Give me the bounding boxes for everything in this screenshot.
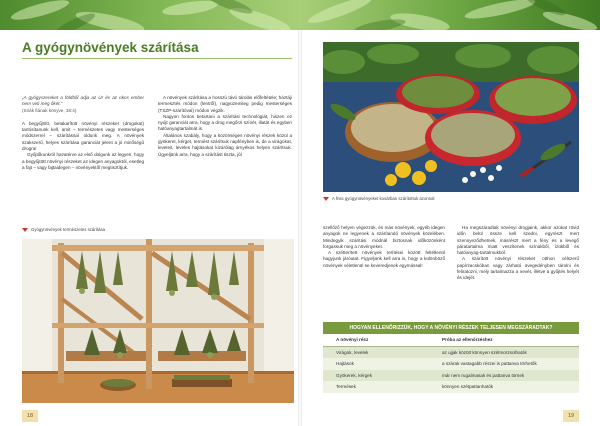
table-column-header: A növényi rész [336, 337, 369, 343]
paragraph: Nagyon fontos betartani a szárítási technológiát, hiszen ez nyújt garanciát arra, hogy a drog megőrzi színét, illatát és egyben hatóanyagtartalmát is. [158, 113, 292, 132]
paragraph: A szétterített növények terítései között feltétlenül hagyjunk járóutat. Figyeljünk kell arra is, hogy a különböző növények véletlenül se keveredjenek egymással! [323, 250, 445, 268]
table-row [323, 358, 579, 370]
paragraph: A növények szárítása a hosszú távú tárolás előfeltétele; háztáji termesztés módon (lentről), nagyüzemileg pedig mesterséges (TSZP-szárítóval) módon végzik. [158, 95, 292, 113]
page-title: A gyógynövények szárítása [22, 40, 199, 55]
right-column-1 [323, 225, 445, 269]
table-cell: Gyökerek, kérgek [336, 372, 372, 378]
caption-text: Gyógynövények természetes szárítása [31, 227, 106, 232]
leaf-banner [0, 0, 600, 30]
page-number-right: 19 [563, 410, 579, 422]
table-row [323, 370, 579, 382]
page-gutter [298, 30, 302, 426]
table-cell: az ujjak között könnyen szétmorzsolhatók [442, 349, 527, 355]
left-photo-caption [22, 227, 105, 232]
herb-baskets-photo [323, 42, 579, 192]
table-column-header: Próba az ellenőrzéshez [442, 337, 493, 343]
right-photo-caption [323, 196, 434, 201]
table-cell: Hajtások [336, 361, 354, 367]
table-heading: HOGYAN ELLENŐRIZZÜK, HOGY A NÖVÉNYI RÉSZEK TELJESEN MEGSZÁRADTAK? [323, 322, 579, 334]
title-divider [22, 58, 292, 59]
table-row [323, 347, 579, 359]
page-number-left: 18 [22, 410, 38, 422]
caption-marker-icon [323, 197, 329, 201]
drying-check-table [323, 322, 579, 393]
paragraph: A begyűjtött, betakarított növényi részeket (drogokat) tartósítanunk kell, amit ‒ természetes vagy mesterséges módszerrel ‒ szárítással oldunk meg. A növények szakszerű, helyes szárítása garanciát jelent a jó minőségű drogra! [22, 120, 144, 152]
table-cell: a szárak vastagabb részei is pattanva törhetők [442, 361, 537, 367]
table-cell: már nem rugalmasak és pattanva törnek [442, 372, 525, 378]
table-cell: könnyen szétpattanhatók [442, 384, 494, 390]
left-column-2 [158, 95, 292, 158]
table-cell: Termések [336, 384, 356, 390]
paragraph: szellőző helyen végezzük, és más növények, egyéb idegen anyagok ne legyenek a szárítandó növények közelében. Mindegyik szárítási módnál biztosnak időközönként forgassuk meg a növényeket. [323, 225, 445, 249]
table-cell: Virágok, levelek [336, 349, 369, 355]
epigraph-source: (Sirák fiának könyve, 38:4) [22, 107, 77, 113]
caption-marker-icon [22, 228, 28, 232]
epigraph-quote: „A gyógyszereket a földből adja az Úr és az okos ember nem veti meg őket.” [22, 95, 144, 107]
table-header-row [323, 334, 579, 347]
left-column-1 [22, 95, 144, 171]
paragraph: A szárított növényi részeket otthon célszerű papírzacskóban vagy zárható üvegedényben tárolni és feliratozni, mely tartalmazza a nevét, illetve a gyűjtés helyét és idejét. [457, 256, 579, 281]
herb-drying-rack-photo [22, 239, 294, 403]
paragraph: Általános szabály, hogy a közönséges növényi részek közül a gyökeret, kérget, termést szárítsuk napfényben is, de a virágokat, leveleit, leveles hajtásokat kizárólag árnyékos helyen szárítsuk. Ügyeljünk arra, hogy a szárítást tiszta, jól [158, 132, 292, 157]
table-row [323, 381, 579, 393]
right-column-2 [457, 225, 579, 282]
leaf-pattern-icon [0, 0, 600, 30]
paragraph: Gyűjtőkunkról hazatérve az első dolgunk az legyen, hogy a begyűjtött növényi részeket az idegen anyagoktól, esetleg a fajt ‒ vagy fajtaidegen ‒ növényektől megtisztítjuk. [22, 152, 144, 170]
paragraph: Ha megszáradtak növényi drogjaink, akkor azokat rövid időn belül össze kell szedni, egyrészt mert szennyeződhetnek, másrészt mert a fény és a levegő páratartalma miatt veszítenek színükből, ízükből és hatóanyag-tartalmukból. [457, 225, 579, 256]
caption-text: A friss gyógynövényeket kosárban szárítottuk azonnal [332, 196, 435, 201]
